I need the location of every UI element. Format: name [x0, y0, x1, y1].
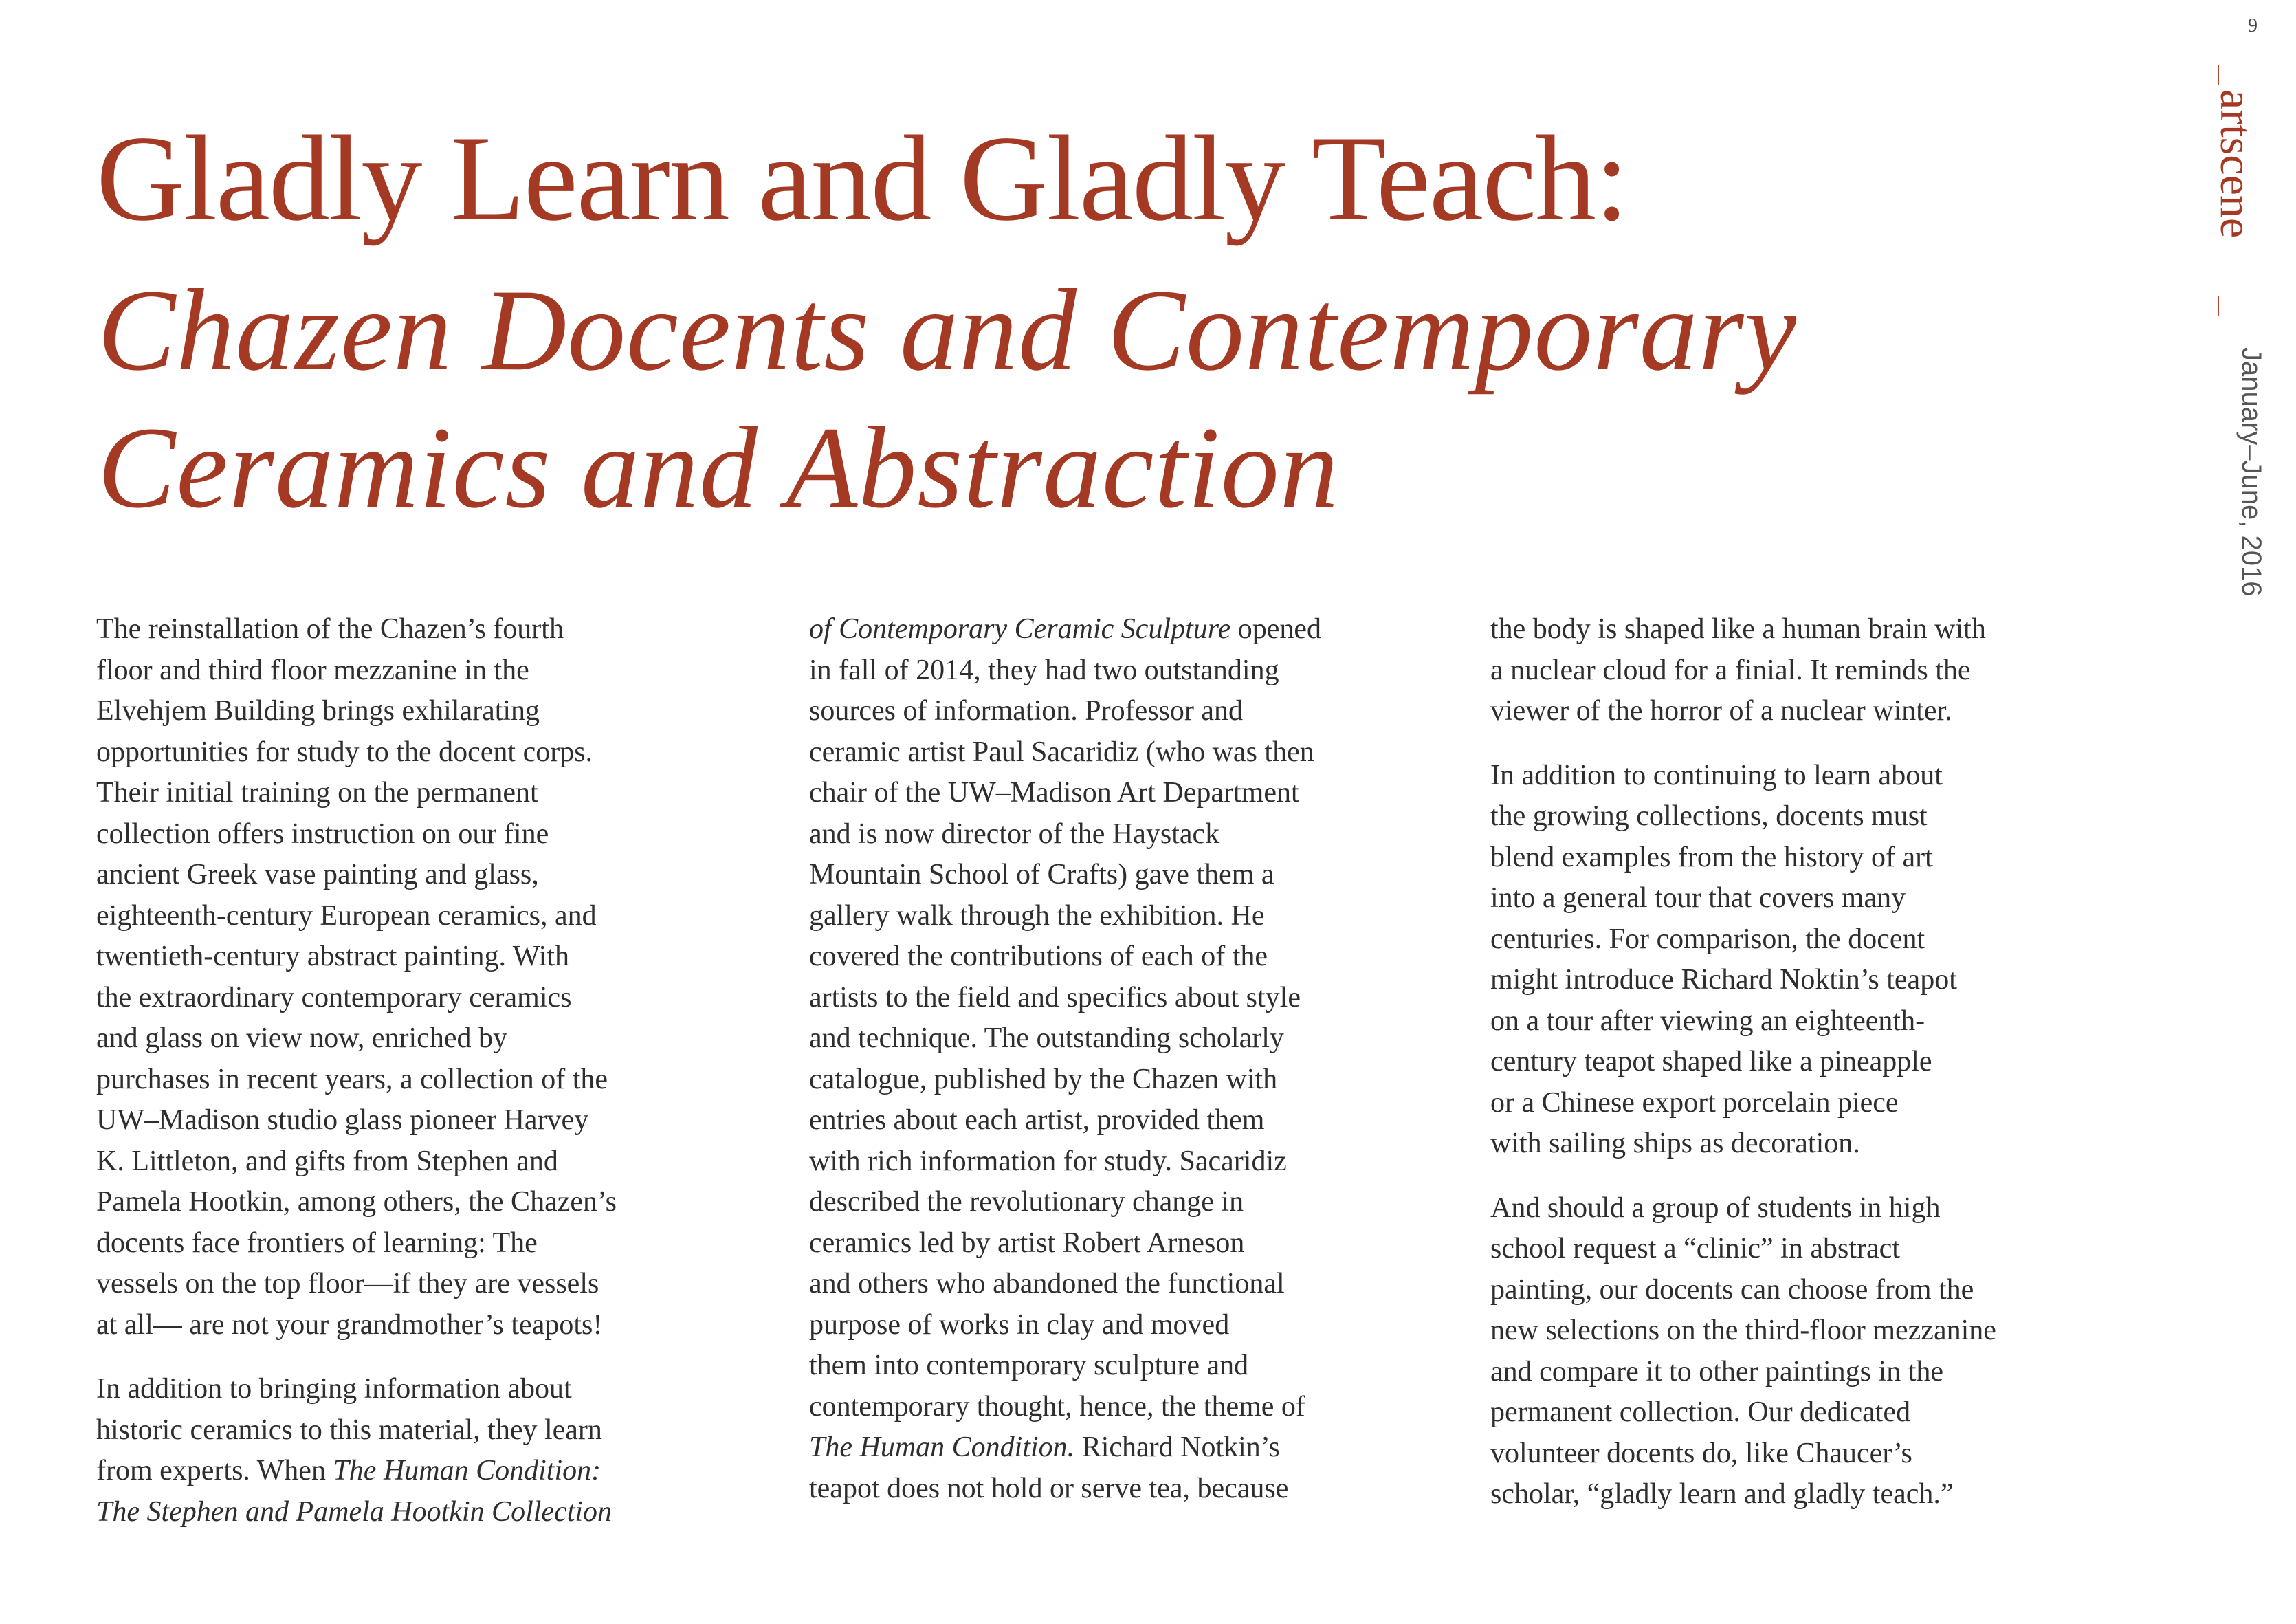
paragraph — [809, 609, 1442, 1509]
sidebar-brand: artscene — [2211, 89, 2261, 239]
paragraph-text: opened in fall of 2014, they had two outstanding sources of information. Professor and ceramic artist Paul Sacaridiz (who was then chair of the UW–Madison Art Department and is now director of the Haystack Mountain School of Crafts) gave them a gallery walk through the exhibition. He covered the contributions of each of the artists to the field and specifics about style and technique. The outstanding scholarly catalogue, published by the Chazen with entries about each artist, provided them with rich information for study. Sacaridiz described the revolutionary change in ceramics led by artist Robert Arneson and others who abandoned the functional purpose of works in clay and moved them into contemporary sculpture and contemporary thought, hence, the theme of — [809, 613, 1322, 1423]
paragraph-text: Richard Notkin’s teapot does not hold or serve tea, because — [809, 1431, 1289, 1504]
exhibition-title: The Human Condition: The Stephen and Pamela Hootkin Collection — [96, 1455, 612, 1528]
sidebar-rule-top — [2218, 65, 2219, 85]
article-subtitle-text: Chazen Docents and Contemporary Ceramics and Abstraction — [98, 265, 1798, 532]
page-number: 9 — [2248, 15, 2258, 36]
paragraph: In addition to continuing to learn about the growing collections, docents must blend examples from the history of art into a general tour that covers many centuries. For comparison, the docent might introduce Richard Noktin’s teapot on a tour after viewing an eighteenth- century teapot shaped like a pineapple or a Chinese export porcelain piece with sailing ships as decoration. — [1490, 759, 1957, 1159]
article-subtitle — [98, 261, 2126, 536]
exhibition-title-continued: of Contemporary Ceramic Sculpture — [809, 613, 1231, 645]
article-title: Gladly Learn and Gladly Teach: — [96, 110, 1628, 246]
paragraph: And should a group of students in high school request a “clinic” in abstract painting, our docents can choose from the new selections on the third-floor mezzanine and compare it to other paintings in the permanent collection. Our dedicated volunteer docents do, like Chaucer’s scholar, “gladly learn and gladly teach.” — [1490, 1192, 1996, 1510]
text-column-3 — [1490, 609, 2123, 1515]
paragraph-text: In addition to bringing information about historic ceramics to this material, they learn from experts. When — [96, 1373, 602, 1486]
text-column-2 — [809, 609, 1442, 1509]
paragraph: the body is shaped like a human brain with a nuclear cloud for a finial. It reminds the viewer of the horror of a nuclear winter. — [1490, 613, 1986, 727]
text-column-1 — [96, 609, 729, 1533]
exhibition-theme: The Human Condition. — [809, 1431, 1075, 1463]
paragraph — [96, 1369, 729, 1533]
sidebar-date: January–June, 2016 — [2236, 347, 2266, 597]
sidebar-rule-middle — [2218, 296, 2219, 316]
paragraph: The reinstallation of the Chazen’s fourth floor and third floor mezzanine in the Elvehjem Building brings exhilarating opportunities for study to the docent corps. Their initial training on the permanent collection offers instruction on our fine ancient Greek vase painting and glass, eighteenth-century European ceramics, and twentieth-century abstract painting. With the extraordinary contemporary ceramics and glass on view now, enriched by purchases in recent years, a collection of the UW–Madison studio glass pioneer Harvey K. Littleton, and gifts from Stephen and Pamela Hootkin, among others, the Chazen’s docents face frontiers of learning: The vessels on the top floor—if they are vessels at all— are not your grandmother’s teapots! — [96, 613, 617, 1341]
